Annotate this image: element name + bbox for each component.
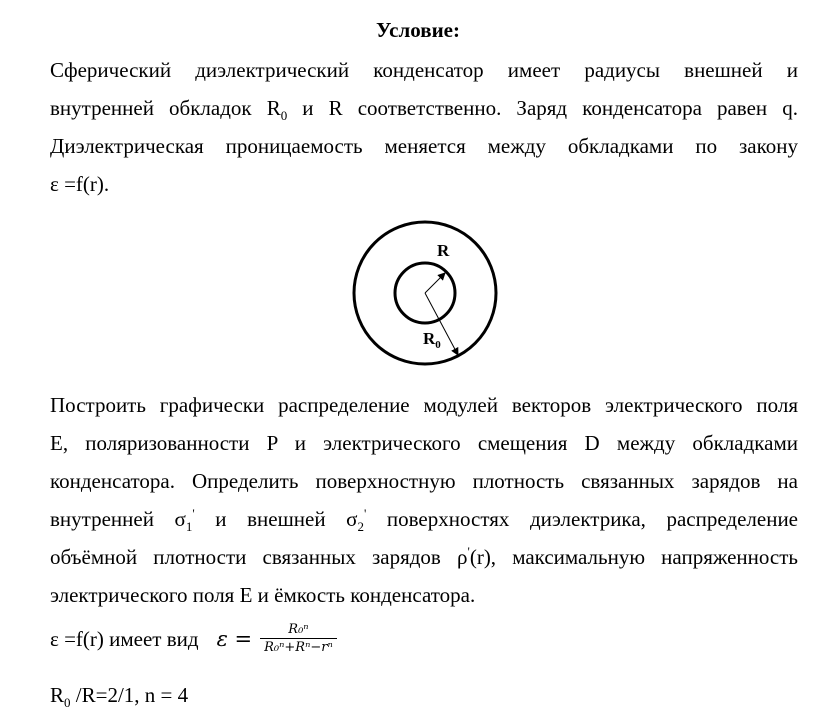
task-line-6: электрического поля E и ёмкость конденсатора. xyxy=(50,583,476,607)
page-title: Условие: xyxy=(376,18,460,42)
formula-denominator: R₀ⁿ+Rⁿ−rⁿ xyxy=(260,638,337,656)
statement-line-3: Диэлектрическая проницаемость меняется между обкладками по закону xyxy=(50,134,798,158)
task-statement xyxy=(50,386,798,614)
task-line-2: E, поляризованности P и электрического смещения D между обкладками xyxy=(50,431,798,455)
statement-line-2: внутренней обкладок $R_0$ и R соответственно. Заряд конденсатора равен q. xyxy=(50,96,799,124)
outer-radius-label: $R_0$ xyxy=(423,329,441,351)
capacitor-diagram xyxy=(350,218,500,373)
epsilon-formula xyxy=(217,622,337,656)
formula-lhs: ε = xyxy=(216,627,253,651)
task-line-1: Построить графически распределение модулей векторов электрического поля xyxy=(50,393,798,417)
task-line-3: конденсатора. Определить поверхностную плотность связанных зарядов на xyxy=(50,469,798,493)
formula-line xyxy=(50,622,337,656)
formula-prefix: ε =f(r) имеет вид xyxy=(50,627,199,651)
task-line-4: внутренней $\sigma_1'$ и внешней $\sigma_2'$ поверхностях диэлектрика, распределение xyxy=(50,506,798,535)
formula-numerator: R₀ⁿ xyxy=(288,622,309,637)
inner-radius-label: R xyxy=(437,241,450,260)
capacitor-diagram-svg xyxy=(350,218,500,368)
formula-fraction xyxy=(260,622,337,656)
statement-line-4: ε =f(r). xyxy=(50,172,110,196)
given-parameters: $R_0$ /R=2/1, n = 4 xyxy=(50,683,189,711)
statement-line-1: Сферический диэлектрический конденсатор имеет радиусы внешней и xyxy=(50,58,798,82)
problem-statement xyxy=(50,51,798,203)
task-line-5: объёмной плотности связанных зарядов ρ'(r), максимальную напряженность xyxy=(50,544,798,569)
inner-radius-arrow xyxy=(425,273,445,293)
